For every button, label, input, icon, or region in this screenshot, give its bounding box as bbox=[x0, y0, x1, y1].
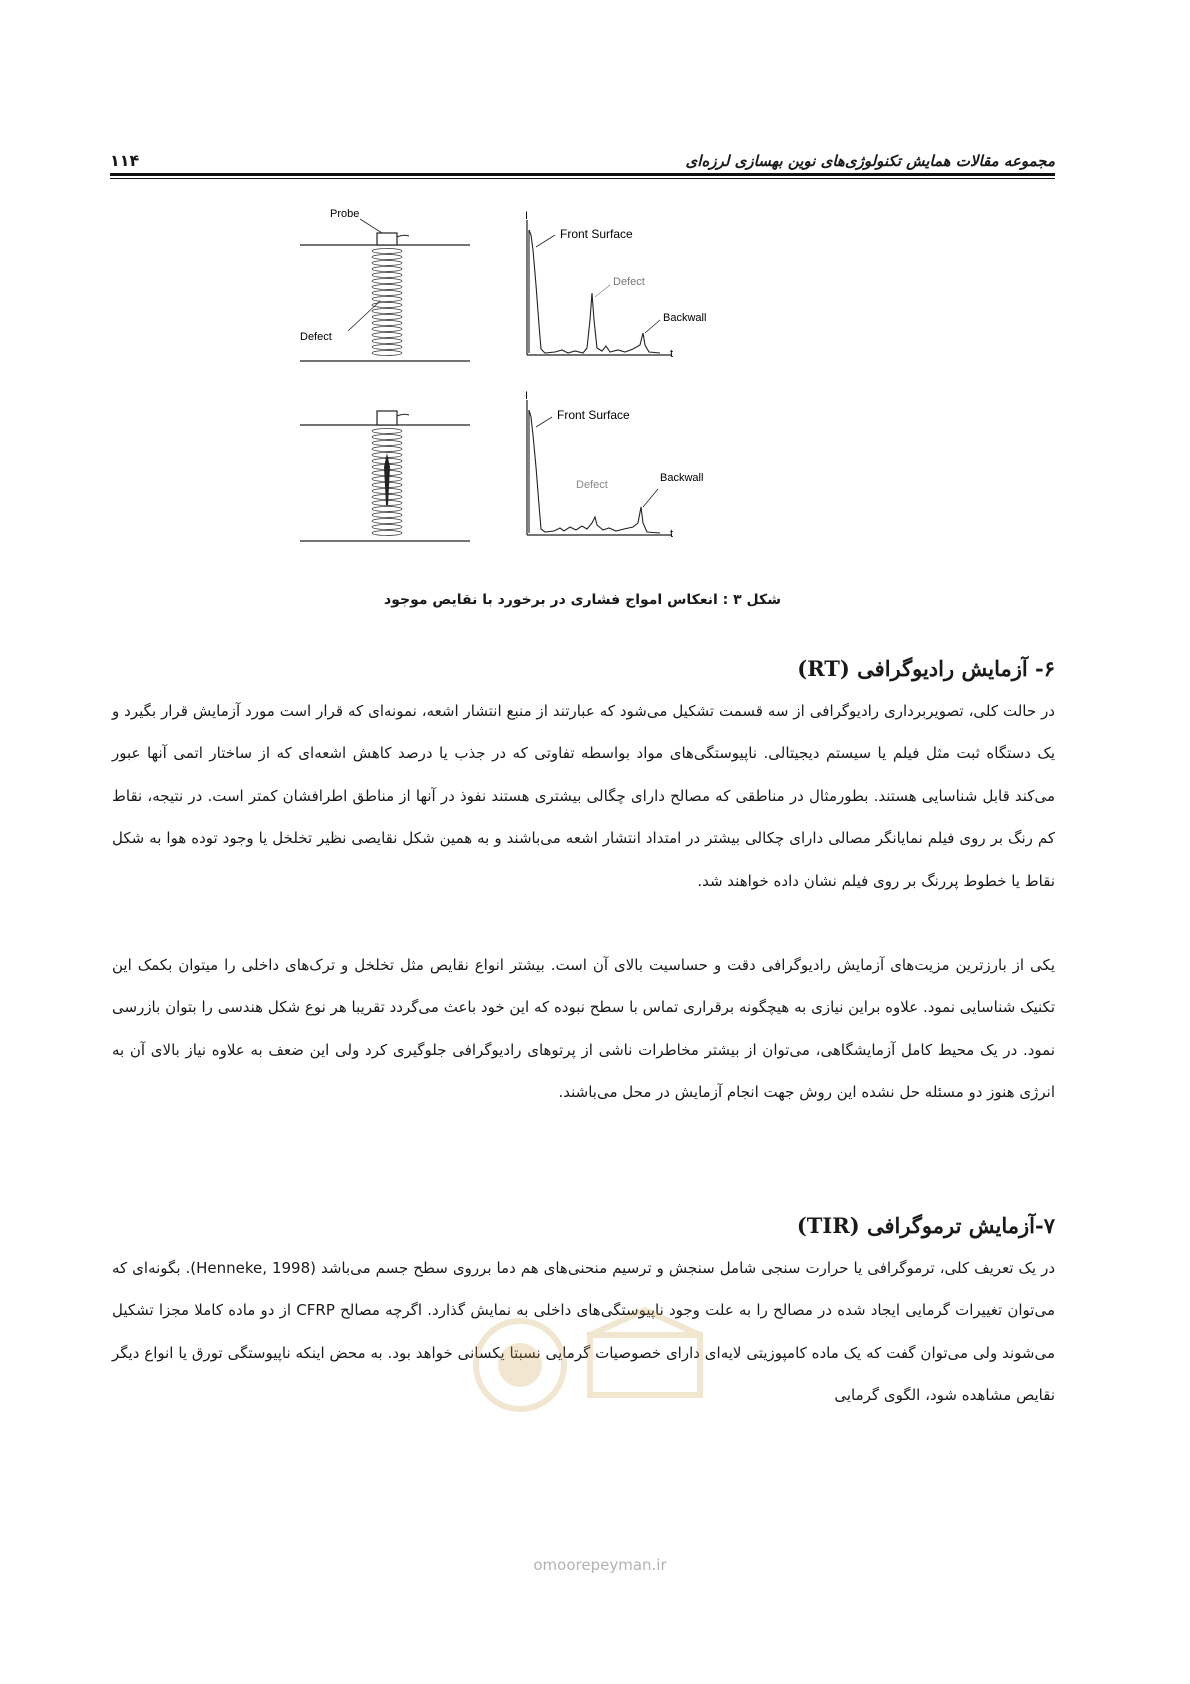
beam-wave bbox=[372, 513, 402, 518]
beam-wave bbox=[372, 291, 402, 296]
section6-paragraph-1: در حالت کلی، تصویربرداری رادیوگرافی از سه قسمت تشکیل می‌شود که عبارتند از منبع انتشار اشعه، نمونه‌ای که قرار است مورد آزمایش قرار بگیرد و یک دستگاه ثبت مثل فیلم یا سیستم دیجیتالی. ناپیوستگی‌های مواد بواسطه تفاوتی که در جذب یا درصد کاهش اشعه‌ای که از ساختار اتمی آنها عبور می‌کند قابل شناسایی هستند. بطورمثال در مناطقی که مصالح دارای چگالی بیشتری هستند نفوذ در آنها از مناطق اطرافشان کمتر است. در نتیجه، نقاط کم رنگ بر روی فیلم نمایانگر مصالی دارای چکالی بیشتر در امتداد انتشار اشعه می‌باشند و به همین شکل نقایصی نظیر تخلخل یا وجود توده هوا به شکل نقاط یا خطوط پررنگ بر روی فیلم نشان داده خواهند شد. bbox=[112, 702, 1055, 890]
ascan-bottom-front-surface: Front Surface bbox=[557, 408, 630, 422]
ascan-top-x-axis: t bbox=[670, 348, 674, 360]
beam-wave bbox=[372, 441, 402, 446]
ascan-top-y-axis: I bbox=[525, 210, 529, 222]
ascan-top-signal bbox=[529, 230, 660, 353]
beam-wave bbox=[372, 339, 402, 344]
ascan-top-backwall: Backwall bbox=[663, 312, 707, 324]
beam-wave bbox=[372, 285, 402, 290]
ascan-top bbox=[525, 210, 706, 360]
figure-caption: شکل ۳ : انعکاس امواج فشاری در برخورد با نقایص موجود bbox=[384, 592, 781, 608]
beam-wave bbox=[372, 249, 402, 254]
beam-wave bbox=[372, 435, 402, 440]
beam-wave bbox=[372, 345, 402, 350]
page-number: ۱۱۴ bbox=[110, 151, 140, 170]
section7-paragraph-1: در یک تعریف کلی، ترموگرافی یا حرارت سنجی شامل سنجش و ترسیم منحنی‌های هم دما برروی سطح جسم می‌باشد (Henneke, 1998). بگونه‌ای که می‌توان تغییرات گرمایی ایجاد شده در مصالح را به علت وجود ناپیوستگی‌های داخلی به نمایش گذارد. اگرچه مصالح CFRP از دو ماده کاملا مجزا تشکیل می‌شوند ولی می‌توان گفت که یک ماده کامپوزیتی لایه‌ای دارای خصوصیات گرمایی نسبتا یکسانی خواهد بود. به محض اینکه ناپیوستگی تورق یا انواع دیگر نقایص مشاهده شود، الگوی گرمایی bbox=[112, 1259, 1056, 1405]
ascan-bottom-y-axis: I bbox=[525, 390, 529, 402]
beam-wave bbox=[372, 309, 402, 314]
ascan-bottom-backwall: Backwall bbox=[660, 472, 704, 484]
header-rule-thin bbox=[110, 178, 1055, 179]
beam-wave bbox=[372, 525, 402, 530]
ascan-bottom-defect: Defect bbox=[576, 479, 608, 491]
ascan-bottom-signal bbox=[529, 410, 660, 533]
specimen-top bbox=[300, 208, 470, 361]
beam-wave bbox=[372, 507, 402, 512]
ultrasonic-figure bbox=[300, 205, 800, 585]
probe-top bbox=[377, 233, 397, 245]
beam-wave bbox=[372, 447, 402, 452]
beam-wave bbox=[372, 255, 402, 260]
header-rule-thick bbox=[110, 173, 1055, 176]
beam-wave bbox=[372, 333, 402, 338]
watermark-site: omoorepeyman.ir bbox=[533, 1556, 667, 1574]
beam-wave bbox=[372, 273, 402, 278]
defect-crack bbox=[384, 453, 390, 505]
defect-label-left: Defect bbox=[300, 331, 332, 343]
ascan-top-defect: Defect bbox=[613, 276, 645, 288]
beam-wave bbox=[372, 351, 402, 356]
beam-wave bbox=[372, 303, 402, 308]
beam-wave bbox=[372, 315, 402, 320]
journal-title: مجموعه مقالات همایش تکنولوژی‌های نوین بهسازی لرزه‌ای bbox=[685, 152, 1055, 170]
specimen-bottom bbox=[300, 411, 470, 541]
beam-wave bbox=[372, 519, 402, 524]
beam-wave bbox=[372, 279, 402, 284]
beam-wave bbox=[372, 321, 402, 326]
section6-heading: ۶- آزمایش رادیوگرافی (RT) bbox=[797, 656, 1055, 681]
beam-wave bbox=[372, 327, 402, 332]
section6-paragraph-2: یکی از بارزترین مزیت‌های آزمایش رادیوگرافی دقت و حساسیت بالای آن است. بیشتر انواع نقایص مثل تخلخل و ترک‌های داخلی را میتوان بکمک این تکنیک شناسایی نمود. علاوه براین نیازی به هیچگونه برقراری تماس با سطح نبوده که این خود باعث می‌گردد تقریبا هر نوع شکل هندسی را بتوان بازرسی نمود. در یک محیط کامل آزمایشگاهی، می‌توان از بیشتر مخاطرات ناشی از پرتوهای رادیوگرافی جلوگیری کرد ولی این ضعف به علاوه نیاز بالای آن به انرژی هنوز دو مسئله حل نشده این روش جهت انجام آزمایش در محل می‌باشند. bbox=[112, 956, 1055, 1102]
beam-wave bbox=[372, 531, 402, 536]
beam-wave bbox=[372, 297, 402, 302]
probe-bottom bbox=[377, 411, 397, 425]
probe-label: Probe bbox=[330, 208, 360, 220]
watermark-emblem-icon bbox=[440, 1305, 740, 1425]
ascan-bottom-x-axis: t bbox=[670, 528, 674, 540]
section7-heading: ۷-آزمایش ترموگرافی (TIR) bbox=[796, 1213, 1055, 1238]
beam-wave bbox=[372, 261, 402, 266]
watermark-logo bbox=[440, 1305, 740, 1425]
beam-wave bbox=[372, 429, 402, 434]
ascan-bottom bbox=[525, 390, 703, 540]
figure-svg bbox=[300, 205, 800, 585]
beam-wave bbox=[372, 267, 402, 272]
page-header bbox=[110, 130, 1055, 170]
ascan-top-front-surface: Front Surface bbox=[560, 227, 633, 241]
